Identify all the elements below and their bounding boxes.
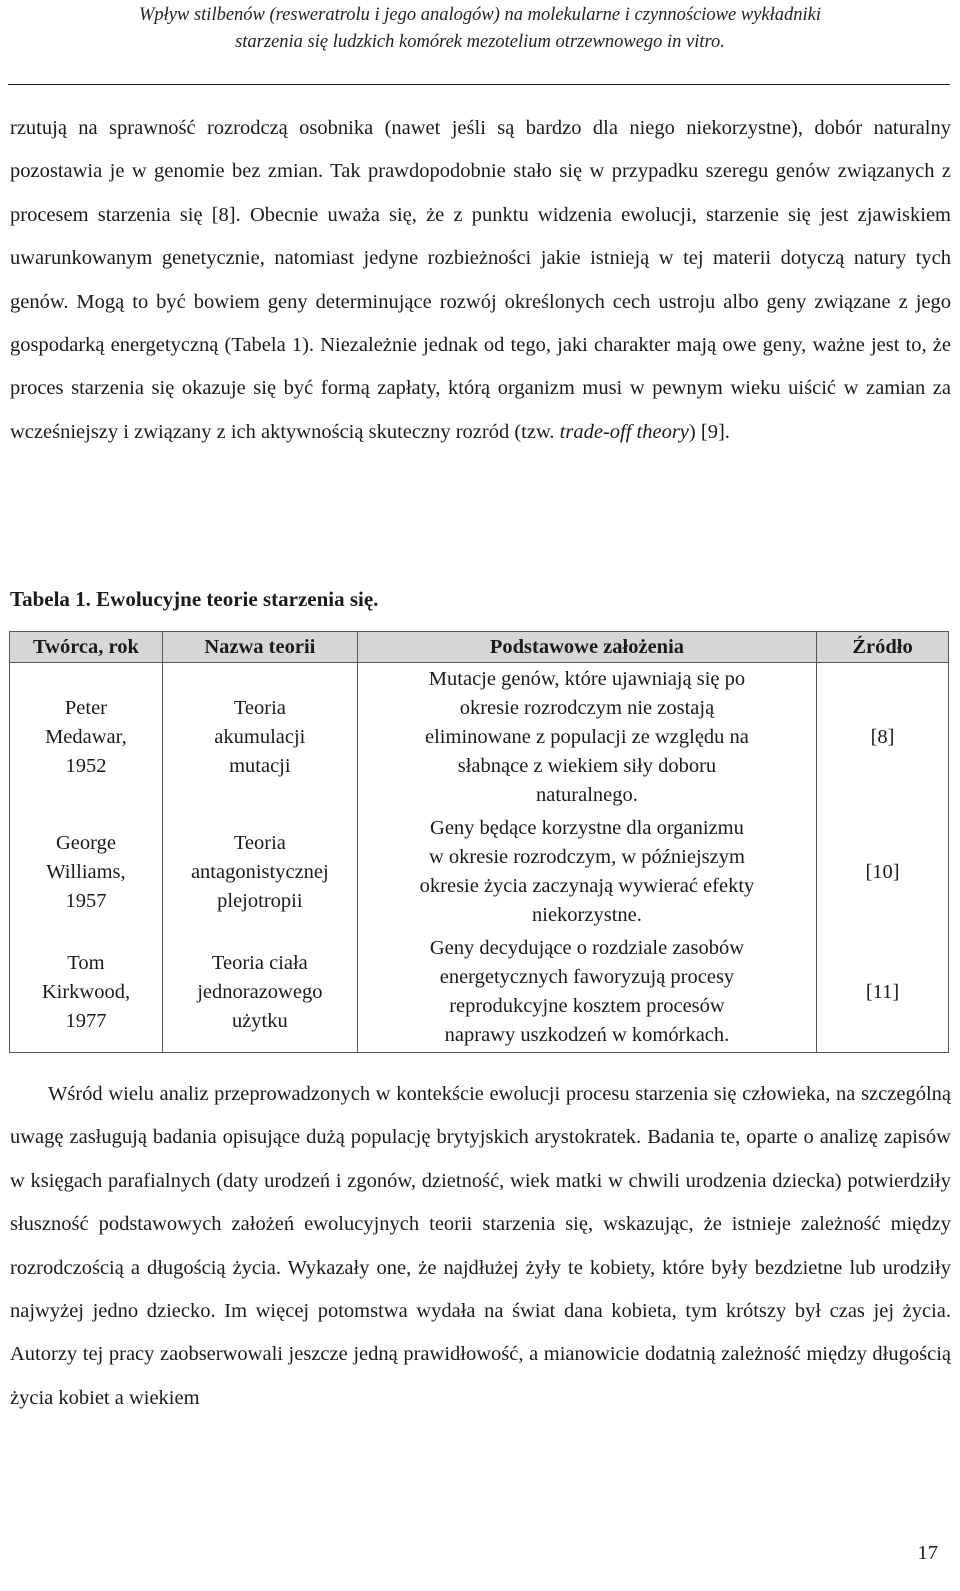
header-line-1: Wpływ stilbenów (resweratrolu i jego analogów) na molekularne i czynnościowe wykładniki bbox=[138, 5, 821, 25]
paragraph-text-end: ) [9]. bbox=[688, 420, 730, 443]
paragraph-text: rzutują na sprawność rozrodczą osobnika (nawet jeśli są bardzo dla niego niekorzystne), dobór naturalny pozostawia je w genomie bez zmian. Tak prawdopodobnie stało się w przypadku szeregu genów związanych z procesem starzenia się [8]. Obecnie uważa się, że z punktu widzenia ewolucji, starzenie się jest zjawiskiem uwarunkowanym genetycznie, natomiast jedyne rozbieżności jakie istnieją w tej materii dotyczą natury tych genów. Mogą to być bowiem geny determinujące rozwój określonych cech ustroju albo geny związane z jego gospodarką energetyczną (Tabela 1). Niezależnie jednak od tego, jaki charakter mają owe geny, ważne jest to, że proces starzenia się okazuje się być formą zapłaty, którą organizm musi w pewnym wieku uiścić w zamian za wcześniejszy i związany z ich aktywnością skuteczny rozród (tzw. bbox=[10, 117, 951, 443]
table-caption: Tabela 1. Ewolucyjne teorie starzenia się. bbox=[10, 587, 379, 611]
table-row bbox=[10, 812, 949, 932]
theories-table bbox=[9, 631, 949, 1053]
body-paragraph-1 bbox=[10, 107, 951, 454]
assumptions-cell: Geny będące korzystne dla organizmu w okresie rozrodczym, w późniejszym okresie życia zaczynają wywierać efekty niekorzystne. bbox=[357, 812, 816, 932]
assumptions-cell: Mutacje genów, które ujawniają się po okresie rozrodczym nie zostają eliminowane z populacji ze względu na słabnące z wiekiem siły doboru naturalnego. bbox=[357, 663, 816, 813]
paragraph-text: Wśród wielu analiz przeprowadzonych w kontekście ewolucji procesu starzenia się człowieka, na szczególną uwagę zasługują badania opisujące dużą populację brytyjskich arystokratek. Badania te, oparte o analizę zapisów w księgach parafialnych (daty urodzeń i zgonów, dzietność, wiek matki w chwili urodzenia dziecka) potwierdziły słuszność podstawowych założeń ewolucyjnych teorii starzenia się, wskazując, że istnieje zależność między rozrodczością a długością życia. Wykazały one, że najdłużej żyły te kobiety, które były bezdzietne lub urodziły najwyżej jedno dziecko. Im więcej potomstwa wydała na świat dana kobieta, tym krótszy był czas jej życia. Autorzy tej pracy zaobserwowali jeszcze jedną prawidłowość, a mianowicie dodatnią zależność między długością życia kobiet a wiekiem bbox=[10, 1083, 951, 1409]
source-cell: [8] bbox=[817, 663, 949, 813]
header-cell-source: Źródło bbox=[817, 632, 949, 663]
running-header bbox=[0, 2, 960, 56]
header-rule bbox=[8, 84, 950, 85]
source-cell: [11] bbox=[817, 932, 949, 1053]
theory-cell: Teoria akumulacji mutacji bbox=[162, 663, 357, 813]
author-cell: George Williams, 1957 bbox=[10, 812, 163, 932]
header-cell-assumptions: Podstawowe założenia bbox=[357, 632, 816, 663]
author-cell: Tom Kirkwood, 1977 bbox=[10, 932, 163, 1053]
italic-term: trade-off theory bbox=[559, 420, 689, 443]
header-cell-author: Twórca, rok bbox=[10, 632, 163, 663]
table-row bbox=[10, 663, 949, 813]
page-number: 17 bbox=[917, 1542, 938, 1564]
header-cell-theory: Nazwa teorii bbox=[162, 632, 357, 663]
author-cell: Peter Medawar, 1952 bbox=[10, 663, 163, 813]
table-header-row bbox=[10, 632, 949, 663]
header-line-2: starzenia się ludzkich komórek mezotelium otrzewnowego in vitro. bbox=[235, 32, 725, 52]
theory-cell: Teoria antagonistycznej plejotropii bbox=[162, 812, 357, 932]
theory-cell: Teoria ciała jednorazowego użytku bbox=[162, 932, 357, 1053]
table-row bbox=[10, 932, 949, 1053]
assumptions-cell: Geny decydujące o rozdziale zasobów energetycznych faworyzują procesy reprodukcyjne kosztem procesów naprawy uszkodzeń w komórkach. bbox=[357, 932, 816, 1053]
source-cell: [10] bbox=[817, 812, 949, 932]
body-paragraph-2 bbox=[10, 1073, 951, 1420]
